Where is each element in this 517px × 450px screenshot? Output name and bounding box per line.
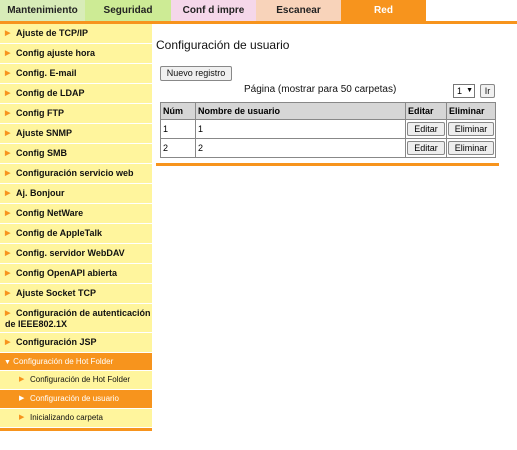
arrow-right-icon: ▶ xyxy=(5,110,11,117)
sidebar-subitem-label: Configuración de usuario xyxy=(30,394,119,403)
arrow-right-icon: ▶ xyxy=(5,210,11,217)
sidebar-item-smb[interactable] xyxy=(0,144,152,164)
arrow-right-icon: ▶ xyxy=(5,230,11,237)
page-select-value: 1 xyxy=(457,86,463,96)
sidebar-item-label: Config. E-mail xyxy=(16,68,77,78)
tab-mantenimiento[interactable]: Mantenimiento xyxy=(0,0,85,21)
arrow-right-icon: ▶ xyxy=(5,170,11,177)
arrow-right-icon: ▶ xyxy=(5,150,11,157)
sidebar-item-snmp[interactable] xyxy=(0,124,152,144)
table-row xyxy=(161,120,496,139)
arrow-right-icon: ▶ xyxy=(5,50,11,57)
sidebar-item-appletalk[interactable] xyxy=(0,224,152,244)
sidebar-item-ftp[interactable] xyxy=(0,104,152,124)
sidebar-item-ajuste-hora[interactable] xyxy=(0,44,152,64)
tab-conf-impre[interactable]: Conf d impre xyxy=(171,0,256,21)
sidebar-item-label: Ajuste Socket TCP xyxy=(16,288,97,298)
sidebar-item-label: Config de LDAP xyxy=(16,88,85,98)
new-registration-button[interactable]: Nuevo registro xyxy=(160,66,232,81)
go-button[interactable]: Ir xyxy=(480,84,495,98)
sidebar-item-label: Configuración JSP xyxy=(16,337,97,347)
sidebar-item-label: Config OpenAPI abierta xyxy=(16,268,118,278)
sidebar-item-tcpip[interactable] xyxy=(0,24,152,44)
pager-text: Página (mostrar para 50 carpetas) xyxy=(244,84,397,95)
cell-num: 2 xyxy=(161,139,196,158)
sidebar-item-label: Ajuste SNMP xyxy=(16,128,73,138)
column-header-name: Nombre de usuario xyxy=(196,103,406,120)
arrow-right-icon: ▶ xyxy=(5,310,11,317)
arrow-right-icon: ▶ xyxy=(19,376,25,383)
arrow-right-icon: ▶ xyxy=(5,290,11,297)
sidebar-item-label: Config FTP xyxy=(16,108,64,118)
table-row xyxy=(161,139,496,158)
sidebar-item-label: Config de AppleTalk xyxy=(16,228,103,238)
page-select[interactable] xyxy=(453,84,475,98)
sidebar-item-label: Config ajuste hora xyxy=(16,48,96,58)
edit-button[interactable]: Editar xyxy=(407,141,445,155)
sidebar-group-hot-folder[interactable] xyxy=(0,353,152,371)
sidebar-item-socket-tcp[interactable] xyxy=(0,284,152,304)
sidebar-item-label: Config NetWare xyxy=(16,208,84,218)
sidebar-item-ldap[interactable] xyxy=(0,84,152,104)
arrow-right-icon: ▶ xyxy=(5,70,11,77)
delete-button[interactable]: Eliminar xyxy=(448,122,494,136)
sidebar xyxy=(0,24,152,431)
sidebar-subitem-label: Configuración de Hot Folder xyxy=(30,375,131,384)
sidebar-item-email[interactable] xyxy=(0,64,152,84)
arrow-right-icon: ▶ xyxy=(5,270,11,277)
content-bottom-rule xyxy=(156,163,499,166)
sidebar-item-label: Aj. Bonjour xyxy=(16,188,65,198)
chevron-down-icon: ▼ xyxy=(466,87,473,94)
sidebar-group-label: Configuración de Hot Folder xyxy=(13,357,114,366)
sidebar-subitem-label: Inicializando carpeta xyxy=(30,413,103,422)
sidebar-item-label: Configuración de autenticación de IEEE802.1X xyxy=(5,308,151,329)
sidebar-subitem-hot-folder[interactable] xyxy=(0,371,152,390)
arrow-right-icon: ▶ xyxy=(19,395,25,402)
table-header-row xyxy=(161,103,496,120)
tab-red[interactable]: Red xyxy=(341,0,426,21)
sidebar-bottom-rule xyxy=(0,428,152,431)
edit-button[interactable]: Editar xyxy=(407,122,445,136)
users-table xyxy=(160,102,496,158)
cell-num: 1 xyxy=(161,120,196,139)
sidebar-item-label: Config. servidor WebDAV xyxy=(16,248,125,258)
column-header-edit: Editar xyxy=(406,103,447,120)
arrow-down-icon: ▼ xyxy=(4,359,11,366)
cell-name: 1 xyxy=(196,120,406,139)
column-header-delete: Eliminar xyxy=(447,103,496,120)
sidebar-item-label: Config SMB xyxy=(16,148,67,158)
sidebar-item-ieee8021x[interactable] xyxy=(0,304,152,333)
sidebar-item-servicio-web[interactable] xyxy=(0,164,152,184)
arrow-right-icon: ▶ xyxy=(19,414,25,421)
arrow-right-icon: ▶ xyxy=(5,30,11,37)
sidebar-item-openapi[interactable] xyxy=(0,264,152,284)
sidebar-subitem-inicializando[interactable] xyxy=(0,409,152,428)
sidebar-item-bonjour[interactable] xyxy=(0,184,152,204)
sidebar-item-webdav[interactable] xyxy=(0,244,152,264)
arrow-right-icon: ▶ xyxy=(5,90,11,97)
tab-escanear[interactable]: Escanear xyxy=(256,0,341,21)
tab-seguridad[interactable]: Seguridad xyxy=(85,0,171,21)
sidebar-item-jsp[interactable] xyxy=(0,333,152,353)
cell-name: 2 xyxy=(196,139,406,158)
arrow-right-icon: ▶ xyxy=(5,250,11,257)
sidebar-item-netware[interactable] xyxy=(0,204,152,224)
sidebar-item-label: Configuración servicio web xyxy=(16,168,134,178)
sidebar-subitem-usuario[interactable] xyxy=(0,390,152,409)
top-tab-bar xyxy=(0,0,517,22)
arrow-right-icon: ▶ xyxy=(5,190,11,197)
sidebar-item-label: Ajuste de TCP/IP xyxy=(16,28,89,38)
arrow-right-icon: ▶ xyxy=(5,339,11,346)
delete-button[interactable]: Eliminar xyxy=(448,141,494,155)
column-header-num: Núm xyxy=(161,103,196,120)
page-title: Configuración de usuario xyxy=(156,38,290,52)
arrow-right-icon: ▶ xyxy=(5,130,11,137)
